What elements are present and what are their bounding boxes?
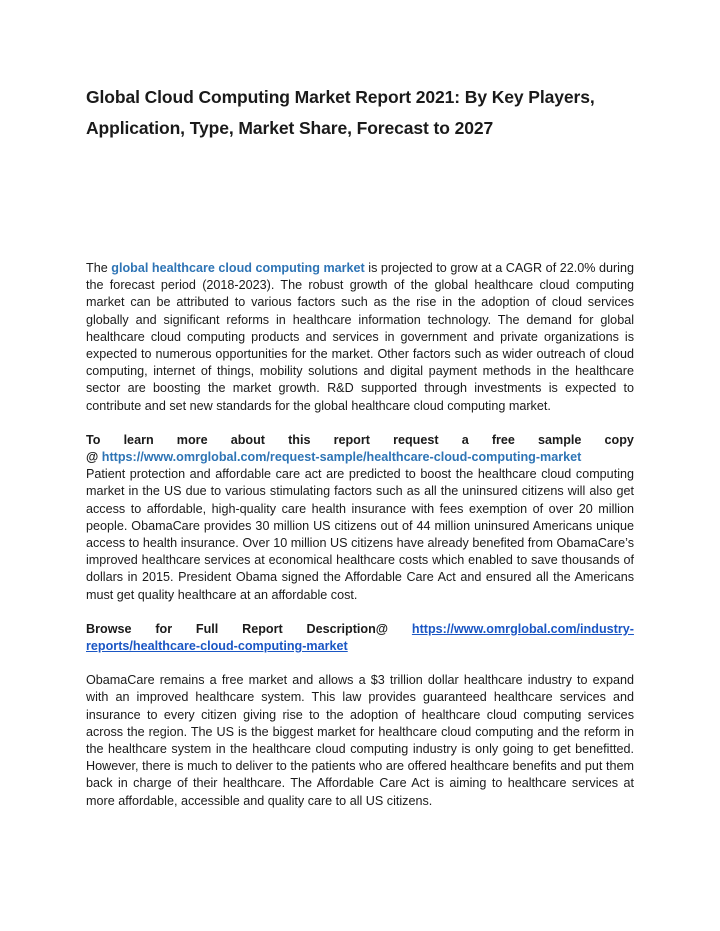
obamacare-paragraph: ObamaCare remains a free market and allows a $3 trillion dollar healthcare industry to expand with an improved healthcare system. This law provides guaranteed healthcare services and insurance to every citizen giving rise to the adoption of healthcare cloud computing services across the region. The US is the biggest market for healthcare cloud computing and the reform in the healthcare system in the healthcare cloud computing industry is only going to get benefitted. However, there is much to deliver to the patients who are offered healthcare benefits and put them back in charge of their healthcare. The Affordable Care Act is aiming to healthcare services at more affordable, accessible and quality care to all US citizens. (86, 673, 634, 808)
paragraph-gap (86, 604, 634, 621)
paragraph-gap (86, 655, 634, 672)
title-line-2: Application, Type, Market Share, Forecast to 2027 (86, 118, 494, 138)
browse-report-link-part1[interactable]: https://www.omrglobal.com/industry- (411, 621, 634, 636)
aca-paragraph: Patient protection and affordable care act are predicted to boost the healthcare cloud computing market in the US due to various stimulating factors such as all the uninsured citizens will also get access to affordable, high-quality care health insurance with fees exemption of over 20 million people. ObamaCare provides 30 million US citizens out of 44 million uninsured Americans unique access to health insurance. Over 10 million US citizens have already benefited from ObamaCare’s improved healthcare services at economical healthcare costs which enabled to save thousands of dollars in 2015. President Obama signed the Affordable Care Act and ensured all the Americans must get quality healthcare at an affordable cost. (86, 467, 634, 602)
intro-paragraph: The global healthcare cloud computing market is projected to grow at a CAGR of 22.0% during the forecast period (2018-2023). The robust growth of the global healthcare cloud computing market can be attributed to various factors such as the rise in the adoption of cloud services globally and significant reforms in healthcare information technology. The demand for global healthcare cloud computing products and services in government and private organizations is expected to numerous opportunities for the market. Other factors such as wider outreach of cloud computing, internet of things, mobility solutions and digital payment methods in the healthcare sector are boosting the market growth. R&D supported through investments is expected to contribute and set new standards for the global healthcare cloud computing market. (86, 261, 634, 413)
sample-link-line: @ https://www.omrglobal.com/request-sample/healthcare-cloud-computing-market (86, 450, 582, 465)
document-title (86, 82, 634, 144)
title-spacer (86, 144, 634, 260)
sample-request-line: To learn more about this report request a free sample copy (86, 432, 634, 447)
browse-line: Browse for Full Report Description@ https://www.omrglobal.com/industry- (86, 621, 634, 638)
title-line-1: Global Cloud Computing Market Report 2021: By Key Players, (86, 87, 595, 107)
paragraph-gap (86, 415, 634, 432)
browse-report-link-part2[interactable]: reports/healthcare-cloud-computing-market (86, 639, 348, 654)
browse-link-line (86, 638, 634, 655)
sample-request-link[interactable]: https://www.omrglobal.com/request-sample/healthcare-cloud-computing-market (101, 450, 582, 465)
market-highlight: global healthcare cloud computing market (111, 261, 365, 275)
